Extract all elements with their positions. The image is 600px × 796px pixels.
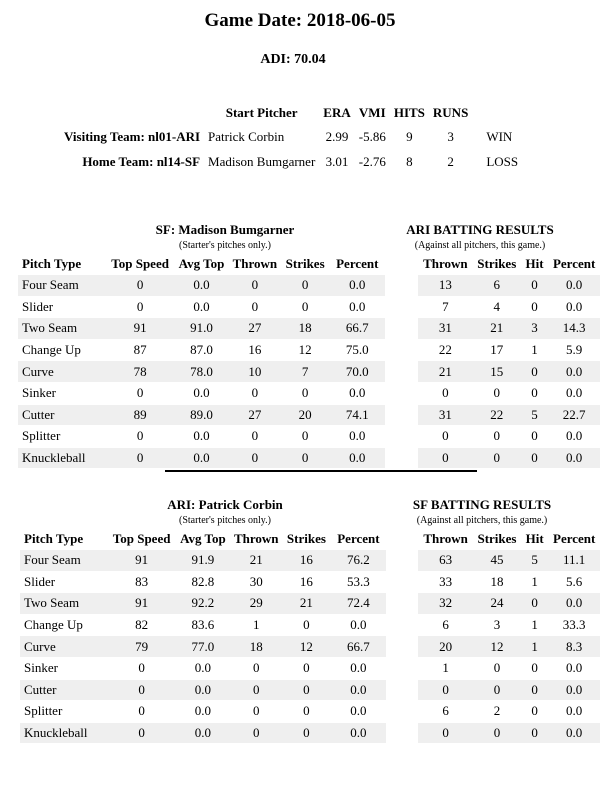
cell-thrown: 0	[229, 382, 280, 404]
cell-batting-thrown: 20	[418, 636, 473, 658]
cell-thrown: 0	[231, 679, 282, 701]
column-gap	[385, 296, 418, 318]
cell-strikes: 0	[281, 382, 330, 404]
cell-pitch-type: Curve	[18, 361, 106, 383]
cell-percent: 0.0	[330, 447, 385, 469]
cell-avg-top: 0.0	[174, 296, 229, 318]
cell-batting-hit: 1	[521, 636, 548, 658]
cell-thrown: 1	[231, 614, 282, 636]
cell-strikes: 18	[281, 318, 330, 340]
cell-strikes: 0	[281, 296, 330, 318]
home-vmi: -2.76	[358, 153, 386, 169]
cell-avg-top: 91.0	[174, 318, 229, 340]
game-date-title: Game Date: 2018-06-05	[204, 10, 396, 31]
cell-strikes: 0	[282, 701, 331, 723]
visiting-hits: 9	[406, 128, 413, 144]
cell-percent: 72.4	[331, 593, 386, 615]
table-row	[18, 426, 600, 448]
cell-batting-strikes: 12	[473, 636, 521, 658]
cell-percent: 66.7	[330, 318, 385, 340]
section-divider	[165, 470, 477, 472]
block1-batting-subtitle: (Against all pitchers, this game.)	[414, 240, 546, 251]
runs-header: RUNS	[432, 105, 469, 120]
cell-avg-top: 89.0	[174, 404, 229, 426]
cell-batting-strikes: 3	[473, 614, 521, 636]
cell-top-speed: 0	[106, 296, 173, 318]
table-row	[20, 722, 600, 744]
col-header-strikes: Strikes	[286, 531, 326, 546]
cell-avg-top: 78.0	[174, 361, 229, 383]
cell-percent: 53.3	[331, 571, 386, 593]
cell-percent: 0.0	[330, 426, 385, 448]
cell-top-speed: 79	[108, 636, 175, 658]
block2-batting-heading	[402, 497, 562, 526]
cell-thrown: 18	[231, 636, 282, 658]
cell-top-speed: 91	[108, 550, 175, 571]
cell-avg-top: 0.0	[174, 426, 229, 448]
column-gap	[386, 528, 418, 550]
cell-batting-percent: 0.0	[548, 426, 600, 448]
cell-top-speed: 83	[108, 571, 175, 593]
cell-batting-hit: 0	[521, 296, 549, 318]
cell-avg-top: 0.0	[174, 382, 229, 404]
cell-top-speed: 0	[108, 657, 175, 679]
cell-avg-top: 0.0	[174, 447, 229, 469]
cell-strikes: 0	[282, 679, 331, 701]
cell-avg-top: 0.0	[175, 679, 230, 701]
cell-pitch-type: Curve	[20, 636, 108, 658]
cell-batting-percent: 11.1	[548, 550, 600, 571]
cell-batting-strikes: 22	[473, 404, 521, 426]
cell-batting-thrown: 63	[418, 550, 473, 571]
cell-percent: 75.0	[330, 339, 385, 361]
cell-percent: 0.0	[330, 296, 385, 318]
col-header-percent: Percent	[337, 531, 380, 546]
cell-batting-percent: 0.0	[548, 275, 600, 296]
block1-header-row	[18, 253, 600, 275]
cell-batting-percent: 0.0	[548, 296, 600, 318]
table-row	[20, 679, 600, 701]
cell-batting-thrown: 6	[418, 701, 473, 723]
col-header-pitch-type: Pitch Type	[24, 531, 84, 546]
table-row	[20, 701, 600, 723]
block1-batting-heading	[400, 222, 560, 251]
cell-percent: 0.0	[331, 722, 386, 744]
cell-batting-strikes: 6	[473, 275, 521, 296]
column-gap	[385, 382, 418, 404]
cell-batting-hit: 0	[521, 593, 548, 615]
col-header-batting-hit: Hit	[525, 256, 544, 271]
cell-batting-hit: 0	[521, 722, 548, 744]
cell-batting-thrown: 0	[418, 447, 473, 469]
cell-pitch-type: Two Seam	[20, 593, 108, 615]
cell-strikes: 20	[281, 404, 330, 426]
table-row	[20, 550, 600, 571]
cell-pitch-type: Splitter	[18, 426, 106, 448]
era-header: ERA	[323, 105, 351, 120]
cell-thrown: 29	[231, 593, 282, 615]
cell-batting-thrown: 22	[418, 339, 473, 361]
col-header-batting-thrown: Thrown	[423, 256, 468, 271]
block1-pitcher-heading	[100, 222, 350, 251]
cell-thrown: 0	[229, 426, 280, 448]
cell-thrown: 10	[229, 361, 280, 383]
cell-percent: 0.0	[331, 614, 386, 636]
cell-strikes: 0	[281, 447, 330, 469]
cell-avg-top: 0.0	[175, 657, 230, 679]
cell-strikes: 0	[281, 426, 330, 448]
hits-header: HITS	[393, 105, 425, 120]
cell-batting-percent: 8.3	[548, 636, 600, 658]
block1-pitcher-title: SF: Madison Bumgarner	[155, 222, 295, 237]
start-pitcher-header: Start Pitcher	[225, 105, 298, 120]
visiting-era: 2.99	[325, 128, 349, 144]
cell-batting-percent: 33.3	[548, 614, 600, 636]
cell-batting-percent: 14.3	[548, 318, 600, 340]
block2-pitcher-title: ARI: Patrick Corbin	[167, 497, 283, 512]
cell-strikes: 0	[282, 722, 331, 744]
col-header-avg-top: Avg Top	[180, 531, 226, 546]
cell-avg-top: 83.6	[175, 614, 230, 636]
home-result: LOSS	[486, 153, 519, 169]
visiting-team-row	[60, 124, 522, 149]
cell-percent: 76.2	[331, 550, 386, 571]
block2-pitcher-subtitle: (Starter's pitches only.)	[179, 515, 271, 526]
cell-batting-hit: 1	[521, 339, 549, 361]
col-header-batting-hit: Hit	[525, 531, 544, 546]
cell-percent: 74.1	[330, 404, 385, 426]
cell-batting-thrown: 7	[418, 296, 473, 318]
cell-batting-hit: 0	[521, 382, 549, 404]
column-gap	[386, 722, 418, 744]
game-summary-table	[60, 102, 522, 174]
cell-batting-thrown: 1	[418, 657, 473, 679]
cell-batting-thrown: 33	[418, 571, 473, 593]
cell-batting-strikes: 0	[473, 657, 521, 679]
table-row	[20, 571, 600, 593]
table-row	[18, 318, 600, 340]
cell-strikes: 16	[282, 550, 331, 571]
table-row	[18, 361, 600, 383]
cell-batting-strikes: 24	[473, 593, 521, 615]
cell-batting-strikes: 0	[473, 722, 521, 744]
cell-strikes: 0	[281, 275, 330, 296]
cell-batting-percent: 0.0	[548, 447, 600, 469]
column-gap	[385, 426, 418, 448]
cell-avg-top: 0.0	[174, 275, 229, 296]
col-header-batting-strikes: Strikes	[477, 256, 517, 271]
block2-header-row	[20, 528, 600, 550]
cell-percent: 0.0	[331, 679, 386, 701]
table-row	[18, 447, 600, 469]
cell-batting-percent: 22.7	[548, 404, 600, 426]
cell-top-speed: 0	[106, 426, 173, 448]
cell-percent: 0.0	[330, 275, 385, 296]
cell-pitch-type: Slider	[20, 571, 108, 593]
cell-batting-thrown: 13	[418, 275, 473, 296]
cell-strikes: 21	[282, 593, 331, 615]
cell-batting-thrown: 0	[418, 382, 473, 404]
cell-strikes: 0	[282, 614, 331, 636]
cell-batting-percent: 0.0	[548, 382, 600, 404]
column-gap	[386, 550, 418, 571]
visiting-runs: 3	[447, 128, 454, 144]
col-header-strikes: Strikes	[285, 256, 325, 271]
block2-stats-table	[20, 528, 600, 744]
cell-batting-percent: 5.9	[548, 339, 600, 361]
cell-batting-hit: 1	[521, 614, 548, 636]
cell-thrown: 16	[229, 339, 280, 361]
cell-batting-percent: 0.0	[548, 722, 600, 744]
vmi-header: VMI	[358, 105, 386, 120]
cell-thrown: 21	[231, 550, 282, 571]
cell-pitch-type: Slider	[18, 296, 106, 318]
column-gap	[385, 447, 418, 469]
cell-batting-hit: 0	[521, 701, 548, 723]
column-gap	[386, 614, 418, 636]
cell-pitch-type: Splitter	[20, 701, 108, 723]
cell-batting-thrown: 0	[418, 679, 473, 701]
col-header-top-speed: Top Speed	[112, 531, 171, 546]
cell-batting-percent: 0.0	[548, 361, 600, 383]
visiting-vmi: -5.86	[358, 128, 386, 144]
cell-batting-hit: 0	[521, 447, 549, 469]
cell-top-speed: 91	[108, 593, 175, 615]
cell-top-speed: 78	[106, 361, 173, 383]
col-header-top-speed: Top Speed	[111, 256, 169, 271]
cell-batting-strikes: 17	[473, 339, 521, 361]
cell-top-speed: 0	[108, 722, 175, 744]
col-header-pitch-type: Pitch Type	[22, 256, 82, 271]
col-header-avg-top: Avg Top	[178, 256, 225, 271]
cell-avg-top: 91.9	[175, 550, 230, 571]
cell-pitch-type: Sinker	[20, 657, 108, 679]
cell-batting-hit: 0	[521, 657, 548, 679]
cell-batting-strikes: 2	[473, 701, 521, 723]
cell-pitch-type: Cutter	[18, 404, 106, 426]
cell-top-speed: 0	[108, 701, 175, 723]
cell-batting-strikes: 0	[473, 447, 521, 469]
cell-batting-thrown: 31	[418, 318, 473, 340]
cell-top-speed: 0	[106, 382, 173, 404]
block1-batting-title: ARI BATTING RESULTS	[406, 222, 554, 237]
cell-strikes: 12	[282, 636, 331, 658]
block2-batting-title: SF BATTING RESULTS	[412, 497, 552, 512]
visiting-team-label: Visiting Team: nl01-ARI	[64, 128, 201, 144]
cell-thrown: 0	[231, 701, 282, 723]
column-gap	[385, 404, 418, 426]
column-gap	[385, 275, 418, 296]
cell-percent: 66.7	[331, 636, 386, 658]
home-team-label: Home Team: nl14-SF	[82, 153, 201, 169]
cell-strikes: 0	[282, 657, 331, 679]
cell-batting-hit: 1	[521, 571, 548, 593]
cell-percent: 70.0	[330, 361, 385, 383]
cell-percent: 0.0	[331, 701, 386, 723]
cell-percent: 0.0	[331, 657, 386, 679]
home-team-row	[60, 149, 522, 174]
home-era: 3.01	[325, 153, 349, 169]
col-header-thrown: Thrown	[232, 256, 278, 271]
cell-batting-strikes: 18	[473, 571, 521, 593]
cell-batting-thrown: 31	[418, 404, 473, 426]
cell-batting-hit: 0	[521, 361, 549, 383]
cell-avg-top: 0.0	[175, 701, 230, 723]
cell-pitch-type: Change Up	[18, 339, 106, 361]
cell-avg-top: 92.2	[175, 593, 230, 615]
col-header-batting-percent: Percent	[553, 531, 596, 546]
block1-pitcher-subtitle: (Starter's pitches only.)	[179, 240, 271, 251]
cell-top-speed: 0	[106, 275, 173, 296]
cell-thrown: 0	[229, 447, 280, 469]
col-header-batting-strikes: Strikes	[477, 531, 517, 546]
column-gap	[386, 679, 418, 701]
cell-avg-top: 82.8	[175, 571, 230, 593]
cell-batting-percent: 0.0	[548, 701, 600, 723]
visiting-result: WIN	[486, 128, 513, 144]
cell-pitch-type: Cutter	[20, 679, 108, 701]
cell-batting-thrown: 0	[418, 722, 473, 744]
visiting-pitcher: Patrick Corbin	[208, 128, 285, 144]
column-gap	[386, 571, 418, 593]
column-gap	[386, 636, 418, 658]
cell-batting-percent: 0.0	[548, 593, 600, 615]
table-row	[20, 657, 600, 679]
cell-batting-thrown: 21	[418, 361, 473, 383]
cell-batting-strikes: 21	[473, 318, 521, 340]
cell-avg-top: 77.0	[175, 636, 230, 658]
col-header-batting-percent: Percent	[552, 256, 596, 271]
cell-thrown: 0	[231, 722, 282, 744]
cell-thrown: 0	[229, 296, 280, 318]
cell-batting-strikes: 45	[473, 550, 521, 571]
cell-batting-percent: 0.0	[548, 679, 600, 701]
cell-batting-strikes: 4	[473, 296, 521, 318]
cell-pitch-type: Change Up	[20, 614, 108, 636]
cell-thrown: 27	[229, 404, 280, 426]
home-runs: 2	[447, 153, 454, 169]
cell-batting-hit: 3	[521, 318, 549, 340]
adi-value: ADI: 70.04	[260, 52, 326, 67]
cell-pitch-type: Knuckleball	[20, 722, 108, 744]
cell-avg-top: 87.0	[174, 339, 229, 361]
cell-top-speed: 89	[106, 404, 173, 426]
cell-top-speed: 0	[106, 447, 173, 469]
table-row	[20, 614, 600, 636]
home-hits: 8	[406, 153, 413, 169]
cell-batting-hit: 5	[521, 550, 548, 571]
cell-batting-strikes: 0	[473, 426, 521, 448]
cell-batting-thrown: 0	[418, 426, 473, 448]
cell-top-speed: 0	[108, 679, 175, 701]
cell-batting-percent: 0.0	[548, 657, 600, 679]
cell-batting-percent: 5.6	[548, 571, 600, 593]
cell-top-speed: 91	[106, 318, 173, 340]
cell-thrown: 27	[229, 318, 280, 340]
column-gap	[385, 318, 418, 340]
table-row	[18, 275, 600, 296]
cell-strikes: 12	[281, 339, 330, 361]
column-gap	[386, 701, 418, 723]
cell-avg-top: 0.0	[175, 722, 230, 744]
col-header-thrown: Thrown	[233, 531, 279, 546]
table-row	[18, 339, 600, 361]
col-header-percent: Percent	[336, 256, 379, 271]
cell-strikes: 16	[282, 571, 331, 593]
block2-pitcher-heading	[100, 497, 350, 526]
table-row	[20, 636, 600, 658]
cell-batting-thrown: 6	[418, 614, 473, 636]
cell-thrown: 0	[231, 657, 282, 679]
cell-pitch-type: Sinker	[18, 382, 106, 404]
cell-top-speed: 87	[106, 339, 173, 361]
cell-thrown: 0	[229, 275, 280, 296]
column-gap	[386, 657, 418, 679]
cell-pitch-type: Four Seam	[18, 275, 106, 296]
summary-header-row	[60, 102, 522, 124]
cell-batting-strikes: 15	[473, 361, 521, 383]
table-row	[18, 382, 600, 404]
col-header-batting-thrown: Thrown	[423, 531, 468, 546]
table-row	[20, 593, 600, 615]
cell-batting-hit: 0	[521, 426, 549, 448]
block2-batting-subtitle: (Against all pitchers, this game.)	[416, 515, 548, 526]
cell-strikes: 7	[281, 361, 330, 383]
table-row	[18, 404, 600, 426]
cell-pitch-type: Four Seam	[20, 550, 108, 571]
cell-batting-hit: 0	[521, 679, 548, 701]
cell-batting-hit: 5	[521, 404, 549, 426]
cell-pitch-type: Two Seam	[18, 318, 106, 340]
cell-top-speed: 82	[108, 614, 175, 636]
cell-batting-thrown: 32	[418, 593, 473, 615]
cell-batting-strikes: 0	[473, 382, 521, 404]
table-row	[18, 296, 600, 318]
column-gap	[385, 253, 418, 275]
block1-stats-table	[18, 253, 600, 469]
column-gap	[386, 593, 418, 615]
cell-thrown: 30	[231, 571, 282, 593]
cell-percent: 0.0	[330, 382, 385, 404]
home-pitcher: Madison Bumgarner	[208, 153, 316, 169]
column-gap	[385, 361, 418, 383]
cell-batting-hit: 0	[521, 275, 549, 296]
cell-batting-strikes: 0	[473, 679, 521, 701]
cell-pitch-type: Knuckleball	[18, 447, 106, 469]
column-gap	[385, 339, 418, 361]
